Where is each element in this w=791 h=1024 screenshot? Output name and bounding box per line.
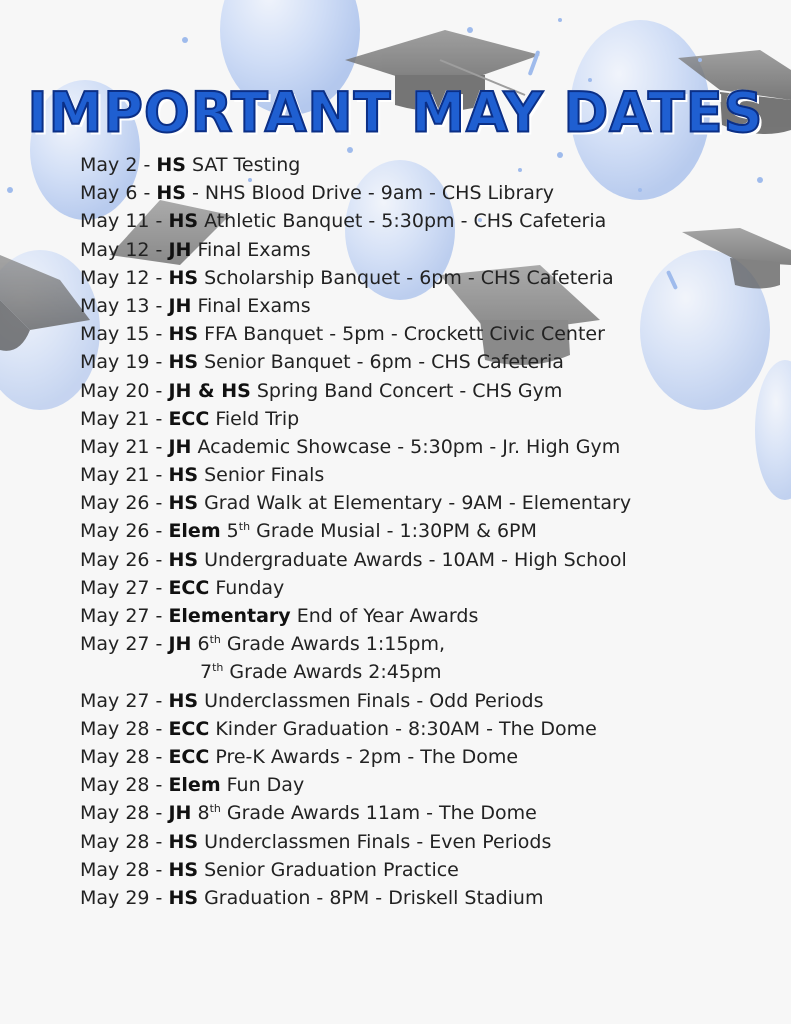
event-item — [80, 856, 780, 884]
event-group: HS — [168, 886, 199, 909]
event-description: Funday — [209, 576, 285, 599]
event-group: Elem — [168, 774, 221, 797]
event-date: May 28 - — [80, 802, 169, 825]
event-group: JH — [168, 802, 192, 825]
event-date: May 12 - — [80, 238, 169, 261]
event-description: Senior Banquet - 6pm - CHS Cafeteria — [198, 351, 564, 374]
event-description: Grade Awards 2:45pm — [223, 661, 442, 684]
event-item — [80, 348, 780, 376]
event-item — [80, 743, 780, 771]
event-description: Undergraduate Awards - 10AM - High School — [198, 548, 627, 571]
event-grade-suffix: th — [209, 633, 221, 647]
event-date: May 27 - — [80, 633, 169, 656]
event-description: Senior Finals — [198, 464, 325, 487]
event-item — [80, 602, 780, 630]
event-description: Pre-K Awards - 2pm - The Dome — [209, 745, 519, 768]
event-group: HS — [168, 266, 199, 289]
event-group: JH — [168, 633, 192, 656]
event-item — [80, 320, 780, 348]
event-item — [80, 377, 780, 405]
event-item — [80, 658, 780, 686]
event-group: ECC — [168, 717, 210, 740]
event-date: May 20 - — [80, 379, 169, 402]
event-group: JH & HS — [168, 379, 251, 402]
event-group: HS — [168, 210, 199, 233]
event-description: Senior Graduation Practice — [198, 858, 459, 881]
event-group: HS — [168, 548, 199, 571]
event-description: Fun Day — [220, 774, 305, 797]
event-description: Grade Musial - 1:30PM & 6PM — [250, 520, 537, 543]
event-grade-number: 6 — [191, 633, 210, 656]
event-item — [80, 489, 780, 517]
event-item — [80, 715, 780, 743]
event-group: HS — [168, 323, 199, 346]
event-group: HS — [168, 858, 199, 881]
event-date: May 19 - — [80, 351, 169, 374]
event-item — [80, 630, 780, 658]
event-date: May 27 - — [80, 605, 169, 627]
event-grade-number: 8 — [191, 802, 210, 825]
event-description: Graduation - 8PM - Driskell Stadium — [198, 886, 544, 909]
event-description: - NHS Blood Drive - 9am - CHS Library — [185, 182, 554, 205]
event-date: May 29 - — [80, 886, 169, 909]
event-item — [80, 151, 780, 179]
event-item — [80, 884, 780, 912]
event-date: May 26 - — [80, 520, 169, 543]
event-grade-suffix: th — [238, 520, 251, 534]
event-date: May 12 - — [80, 266, 169, 289]
event-group: JH — [168, 435, 192, 458]
event-description: Scholarship Banquet - 6pm - CHS Cafeteria — [198, 266, 614, 289]
event-item — [80, 433, 780, 461]
event-item — [80, 405, 780, 433]
event-item — [80, 517, 780, 545]
event-date: May 21 - — [80, 435, 169, 458]
event-item — [80, 292, 780, 320]
event-item — [80, 828, 780, 856]
event-description: Field Trip — [209, 407, 300, 430]
event-description: FFA Banquet - 5pm - Crockett Civic Center — [198, 323, 605, 346]
event-group: ECC — [168, 576, 210, 599]
event-date: May 21 - — [80, 464, 169, 487]
event-date: May 6 - — [80, 182, 157, 205]
page-title: IMPORTANT MAY DATES — [27, 80, 764, 145]
event-item — [80, 546, 780, 574]
event-date: May 28 - — [80, 745, 169, 768]
event-date: May 28 - — [80, 830, 169, 853]
event-group: Elem — [168, 520, 221, 543]
event-date: May 21 - — [80, 407, 169, 430]
event-date: May 26 - — [80, 548, 169, 571]
event-description: Grade Awards 1:15pm, — [220, 633, 446, 656]
event-date: May 26 - — [80, 492, 169, 515]
event-group: HS — [156, 154, 186, 176]
event-item — [80, 461, 780, 489]
event-group: HS — [168, 830, 199, 853]
event-description: Academic Showcase - 5:30pm - Jr. High Gym — [191, 435, 621, 458]
event-grade-number: 7 — [200, 661, 213, 684]
event-item — [80, 236, 780, 264]
event-group: HS — [168, 492, 199, 515]
event-item — [80, 264, 780, 292]
event-description: Underclassmen Finals - Even Periods — [198, 830, 552, 853]
event-group: ECC — [168, 407, 210, 430]
event-item — [80, 771, 780, 799]
event-description: Final Exams — [191, 294, 311, 317]
event-description: Grad Walk at Elementary - 9AM - Elementary — [198, 492, 632, 515]
event-date: May 27 - — [80, 576, 169, 599]
event-group: ECC — [168, 745, 210, 768]
event-group: JH — [168, 294, 192, 317]
event-item — [80, 207, 780, 235]
event-date: May 28 - — [80, 774, 169, 797]
event-grade-suffix: th — [209, 802, 221, 816]
event-group: HS — [168, 351, 199, 374]
event-description: End of Year Awards — [290, 605, 479, 627]
event-description: Final Exams — [191, 238, 311, 261]
event-description: Grade Awards 11am - The Dome — [220, 802, 537, 825]
event-item — [80, 799, 780, 827]
event-date: May 2 - — [80, 154, 157, 176]
event-item — [80, 179, 780, 207]
event-group: HS — [168, 689, 199, 712]
event-date: May 15 - — [80, 323, 169, 346]
event-date: May 13 - — [80, 294, 169, 317]
event-date: May 27 - — [80, 689, 169, 712]
event-group: Elementary — [168, 605, 291, 627]
event-group: JH — [168, 238, 192, 261]
event-description: Underclassmen Finals - Odd Periods — [198, 689, 544, 712]
event-date: May 11 - — [80, 210, 169, 233]
event-group: HS — [156, 182, 186, 205]
event-list — [80, 151, 780, 912]
event-description: Athletic Banquet - 5:30pm - CHS Cafeteria — [198, 210, 607, 233]
event-item — [80, 574, 780, 602]
event-description: Kinder Graduation - 8:30AM - The Dome — [209, 717, 597, 740]
event-description: SAT Testing — [185, 154, 301, 176]
event-grade-number: 5 — [220, 520, 239, 543]
event-grade-suffix: th — [212, 661, 224, 675]
event-group: HS — [168, 464, 199, 487]
event-date: May 28 - — [80, 858, 169, 881]
event-item — [80, 687, 780, 715]
event-date: May 28 - — [80, 717, 169, 740]
event-description: Spring Band Concert - CHS Gym — [250, 379, 563, 402]
